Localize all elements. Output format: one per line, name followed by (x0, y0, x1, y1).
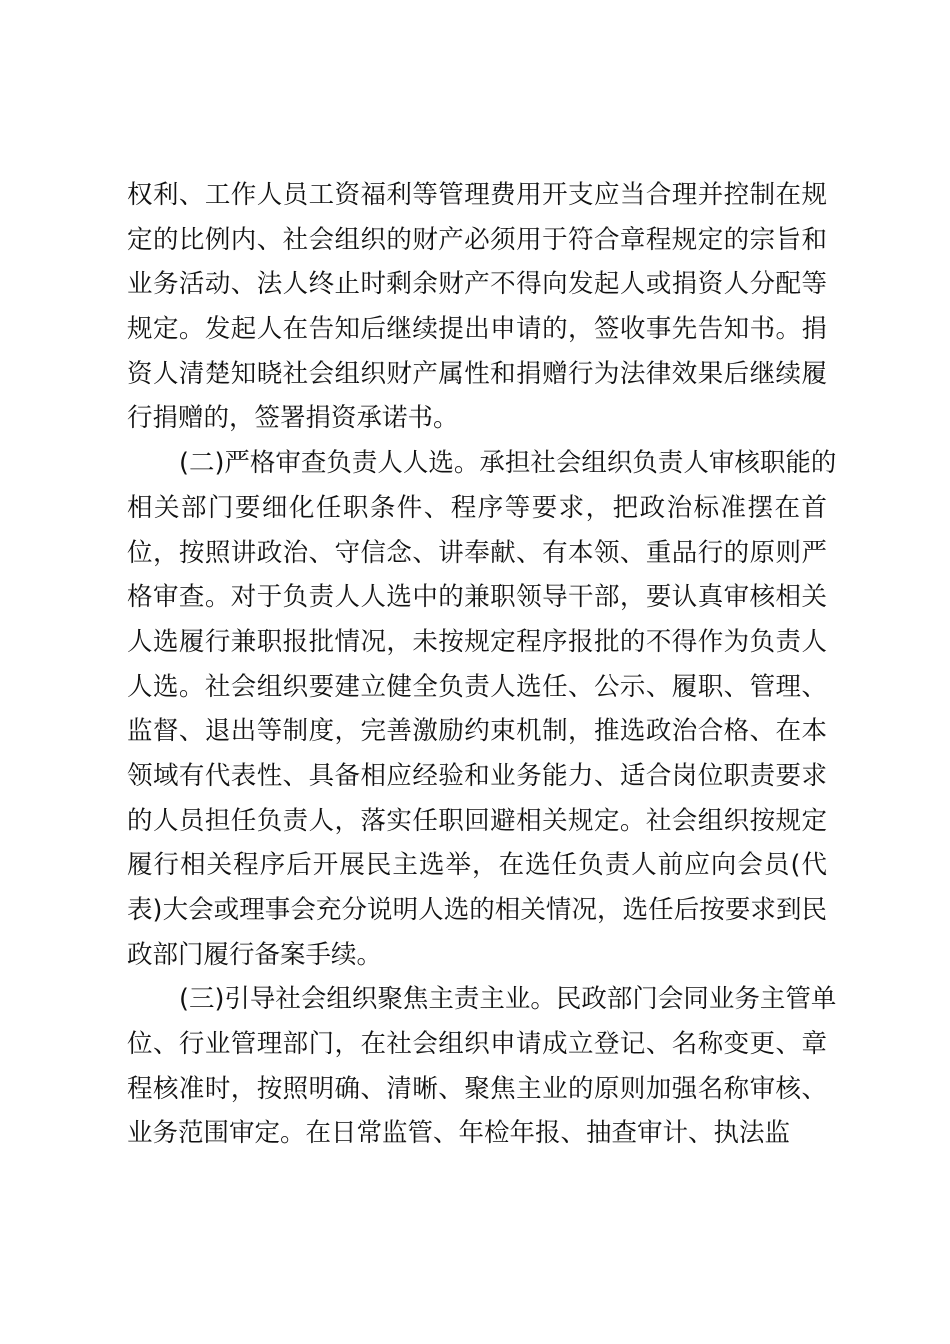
text-line: 政部门履行备案手续。 (127, 939, 383, 970)
section-heading-line: (三)引导社会组织聚焦主责主业。民政部门会同业务主管单 (179, 984, 837, 1015)
text-line: 行捐赠的，签署捐资承诺书。 (127, 403, 459, 434)
text-line: 的人员担任负责人，落实任职回避相关规定。社会组织按规定 (127, 805, 827, 836)
text-line: 资人清楚知晓社会组织财产属性和捐赠行为法律效果后继续履 (127, 358, 827, 389)
text-line: 定的比例内、社会组织的财产必须用于符合章程规定的宗旨和 (127, 224, 827, 255)
body-text (127, 173, 837, 1156)
text-line: 履行相关程序后开展民主选举，在选任负责人前应向会员(代 (127, 850, 827, 881)
text-line: 权利、工作人员工资福利等管理费用开支应当合理并控制在规 (127, 180, 827, 210)
text-line: 业务活动、法人终止时剩余财产不得向发起人或捐资人分配等 (127, 269, 827, 300)
text-line: 程核准时，按照明确、清晰、聚焦主业的原则加强名称审核、 (127, 1073, 827, 1104)
text-line: 相关部门要细化任职条件、程序等要求，把政治标准摆在首 (127, 492, 827, 523)
text-line: 位，按照讲政治、守信念、讲奉献、有本领、重品行的原则严 (127, 537, 827, 568)
text-line: 监督、退出等制度，完善激励约束机制，推选政治合格、在本 (127, 716, 827, 747)
text-line: 业务范围审定。在日常监管、年检年报、抽查审计、执法监 (127, 1118, 791, 1149)
text-line: 表)大会或理事会充分说明人选的相关情况，选任后按要求到民 (127, 895, 827, 925)
text-line: 人选履行兼职报批情况，未按规定程序报批的不得作为负责人 (127, 626, 827, 657)
text-line: 规定。发起人在告知后继续提出申请的，签收事先告知书。捐 (127, 314, 827, 345)
text-line: 格审查。对于负责人人选中的兼职领导干部，要认真审核相关 (127, 582, 827, 613)
text-line: 人选。社会组织要建立健全负责人选任、公示、履职、管理、 (127, 671, 827, 702)
section-heading-line: (二)严格审查负责人人选。承担社会组织负责人审核职能的 (179, 448, 837, 479)
text-line: 位、行业管理部门，在社会组织申请成立登记、名称变更、章 (127, 1029, 827, 1060)
text-line: 领域有代表性、具备相应经验和业务能力、适合岗位职责要求 (127, 760, 827, 791)
